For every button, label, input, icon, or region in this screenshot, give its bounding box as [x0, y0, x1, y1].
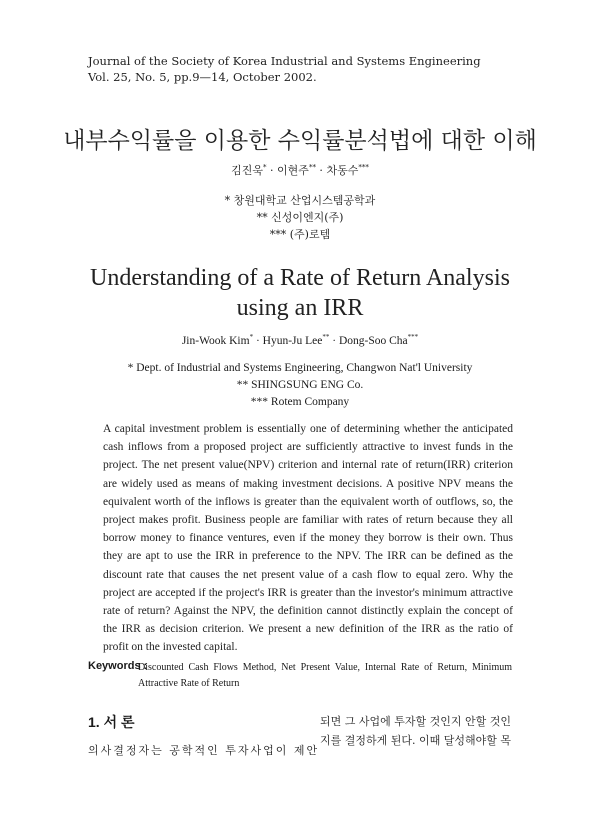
english-affiliations	[0, 360, 600, 411]
author-name: 차동수	[326, 164, 359, 177]
affiliation: *** Rotem Company	[250, 396, 350, 408]
author-separator: ·	[266, 164, 278, 177]
english-title-line: using an IRR	[236, 295, 364, 321]
author-separator: ·	[253, 334, 263, 347]
affiliation: * Dept. of Industrial and Systems Engineering, Changwon Nat'l University	[127, 362, 473, 374]
korean-title: 내부수익률을 이용한 수익률분석법에 대한 이해	[63, 128, 537, 154]
abstract-text: A capital investment problem is essentially one of determining whether the anticipated cash inflows from a proposed project are sufficiently attractive to invest funds in the project. The net present value(NPV) criterion and internal rate of return(IRR) criterion are widely used as means of making investment decisions. A positive NPV means the equivalent worth of the inflows is greater than the equivalent worth of outflows, so, the project makes profit. Business people are familiar with rates of return because they all borrow money to finance ventures, even if the money they borrow is their own. Thus they are apt to use the IRR in preference to the NPV. The IRR can be defined as the discount rate that causes the net present value of a cash flow to equal zero. Why the project are accepted if the project's IRR is greater than the investor's minimum attractive rate of return? Against the NPV, the definition cannot distinctly explain the concept of the IRR as decision criterion. We present a new definition of the IRR as the ratio of profit on the invested capital.	[103, 423, 513, 654]
english-authors	[0, 333, 600, 347]
english-title-line: Understanding of a Rate of Return Analysis	[90, 265, 510, 291]
author-mark: **	[308, 163, 316, 172]
author-mark: **	[322, 333, 330, 341]
journal-header	[88, 53, 481, 85]
author-name: 김진욱	[231, 164, 264, 177]
affiliation: ** 신성이엔지(주)	[256, 211, 344, 224]
author-name: Jin-Wook Kim	[181, 334, 250, 347]
body-line: 지를 결정하게 된다. 이때 달성해야할 목	[320, 734, 511, 747]
korean-authors	[0, 162, 600, 178]
author-separator: ·	[329, 334, 339, 347]
body-line: 되면 그 사업에 투자할 것인지 안할 것인	[320, 715, 511, 728]
author-mark: *	[263, 163, 267, 172]
journal-volume: Vol. 25, No. 5, pp.9—14, October 2002.	[88, 70, 317, 84]
journal-name: Journal of the Society of Korea Industrial and Systems Engineering	[88, 54, 481, 68]
english-title	[0, 263, 600, 323]
author-mark: ***	[407, 333, 419, 341]
body-text-right	[320, 712, 520, 750]
author-mark: *	[249, 333, 254, 341]
keywords-text: Discounted Cash Flows Method, Net Present Value, Internal Rate of Return, Minimum Attractive Rate of Return	[138, 662, 512, 689]
body-text-left: 의사결정자는 공학적인 투자사업이 제안	[88, 744, 320, 757]
author-name: Hyun-Ju Lee	[262, 334, 323, 347]
author-mark: ***	[358, 163, 369, 172]
affiliation: *** (주)로템	[269, 228, 331, 241]
affiliation: ** SHINGSUNG ENG Co.	[236, 379, 364, 391]
author-name: 이현주	[277, 164, 309, 177]
keywords-label: Keywords :	[88, 660, 148, 672]
author-separator: ·	[315, 164, 327, 177]
section-heading: 1. 서 론	[88, 714, 135, 730]
korean-affiliations	[0, 192, 600, 243]
author-name: Dong-Soo Cha	[338, 334, 408, 347]
affiliation: * 창원대학교 산업시스템공학과	[224, 194, 376, 207]
